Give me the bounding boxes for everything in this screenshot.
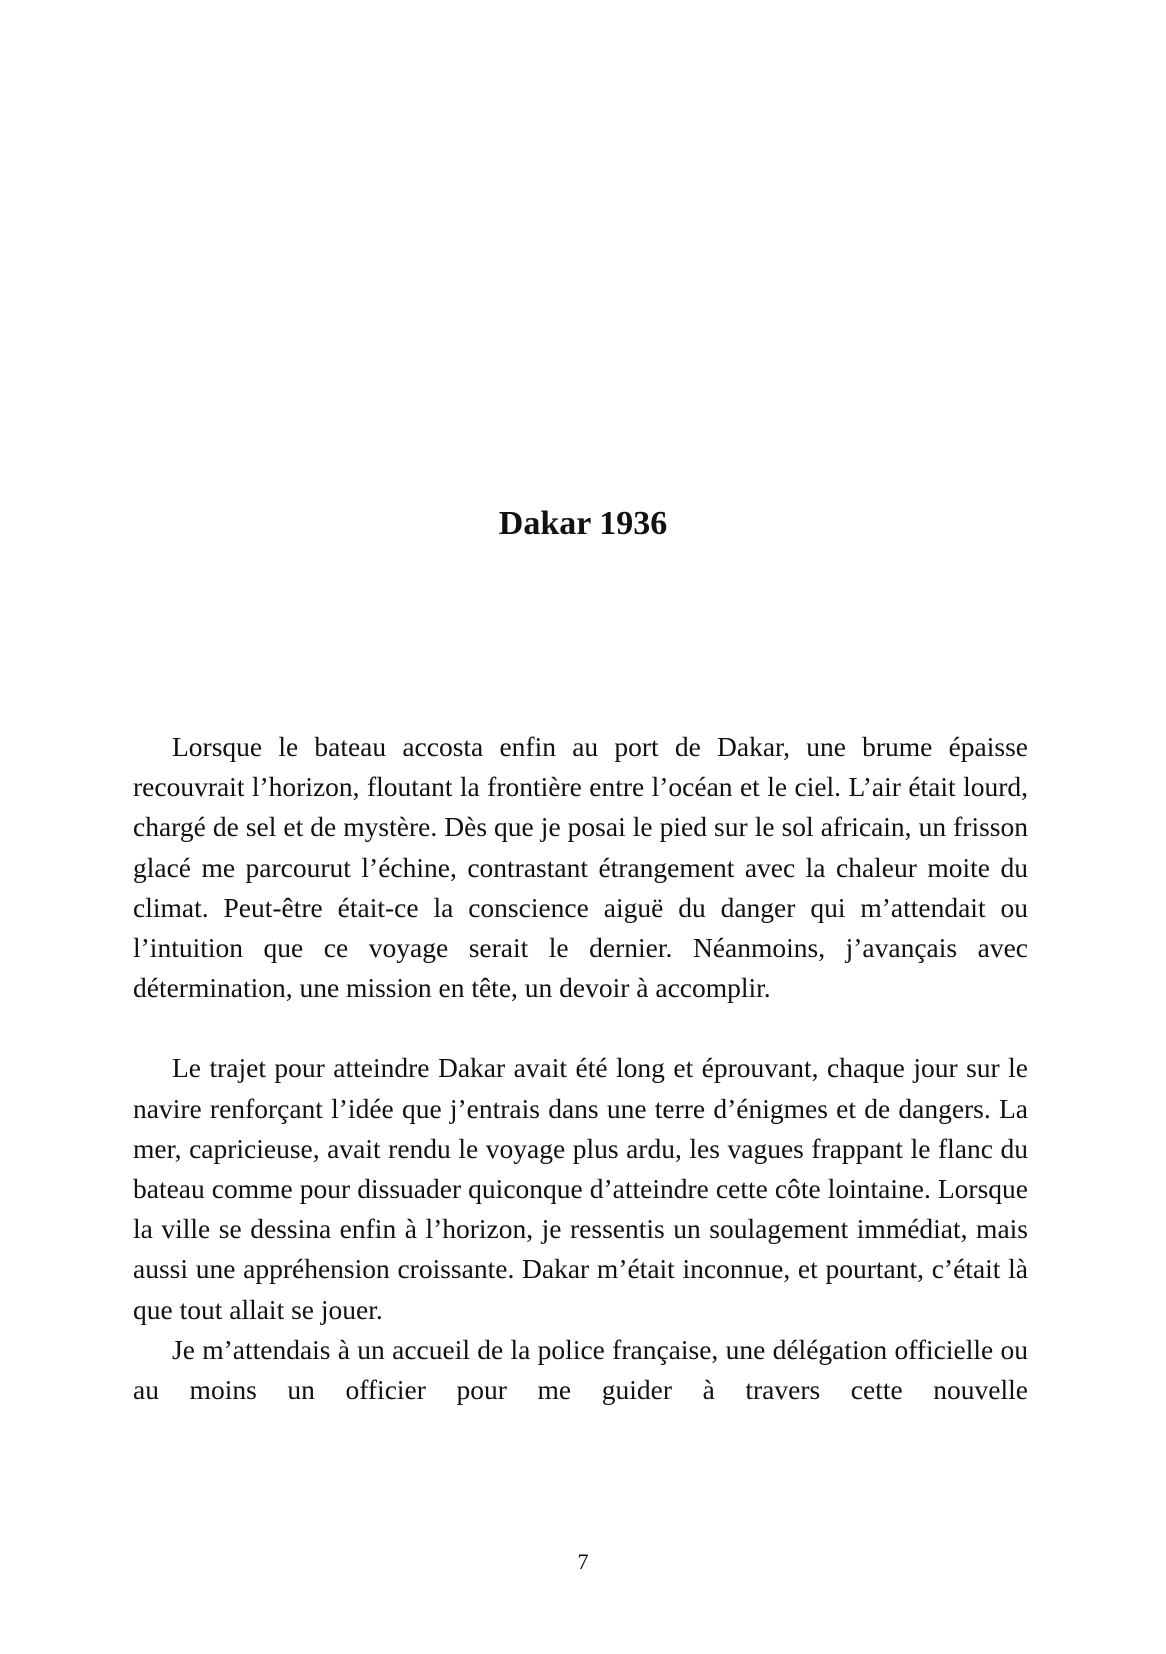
paragraph-3: Je m’attendais à un accueil de la police française, une délégation officielle ou au moins un officier pour me guider à travers cette nouvelle — [133, 1333, 1028, 1406]
paragraph-spacer — [133, 1008, 1028, 1048]
chapter-title: Dakar 1936 — [498, 505, 668, 542]
paragraph-1: Lorsque le bateau accosta enfin au port de Dakar, une brume épaisse recouvrait l’horizon, floutant la frontière entre l’océan et le ciel. L’air était lourd, chargé de sel et de mystère. Dès que je posai le pied sur le sol africain, un frisson glacé me parcourut l’échine, contrastant étrangement avec la chaleur moite du climat. Peut-être était-ce la conscience aiguë du danger qui m’attendait ou l’intuition que ce voyage serait le dernier. Néanmoins, j’avançais avec détermination, une mission en tête, un devoir à accomplir. — [133, 731, 1028, 1004]
page-number: 7 — [577, 1549, 589, 1574]
body-text — [133, 727, 1028, 1410]
paragraph-2: Le trajet pour atteindre Dakar avait été long et éprouvant, chaque jour sur le navire renforçant l’idée que j’entrais dans une terre d’énigmes et de dangers. La mer, capricieuse, avait rendu le voyage plus ardu, les vagues frappant le flanc du bateau comme pour dissuader quiconque d’atteindre cette côte lointaine. Lorsque la ville se dessina enfin à l’horizon, je ressentis un soulagement immédiat, mais aussi une appréhension croissante. Dakar m’était inconnue, et pourtant, c’était là que tout allait se jouer. — [133, 1052, 1028, 1325]
